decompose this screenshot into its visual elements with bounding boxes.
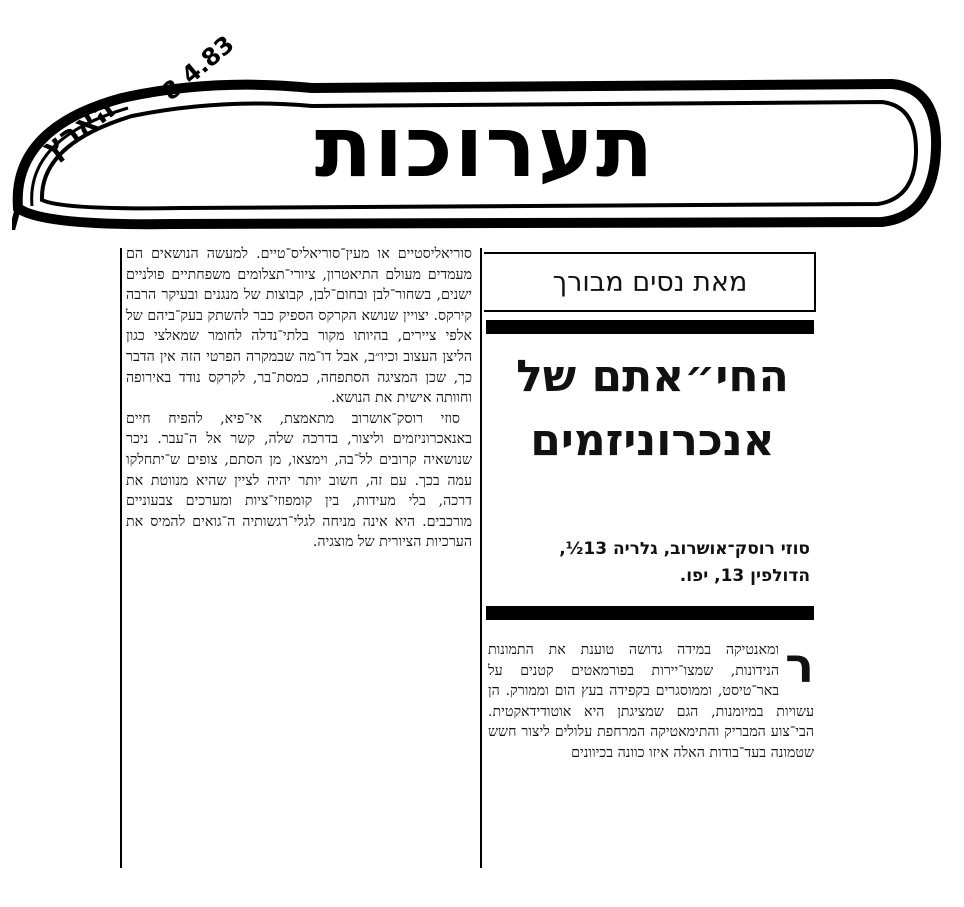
body-top-bar (486, 606, 814, 620)
date-stamp: 8.4.83 (156, 30, 240, 107)
exhibition-address: הדולפין 13, יפו. (679, 566, 810, 586)
section-title: תערוכות (314, 98, 656, 196)
newspaper-name: הארץ (36, 91, 122, 167)
byline-rule (484, 252, 816, 254)
byline-rule-bottom (484, 310, 816, 312)
exhibition-artist-gallery: סוזי רוסק־אושרוב, גלריה 13½, (559, 539, 810, 559)
paragraph: סוזי רוסק־אושרוב מתאמצת, אי־פיא, להפיח חיים באנאכרוניזמים וליצור, בדרכה שלה, קשר אל ה־עבר. ניכר שנושאיה קרובים לל־בה, וימצאו, מן הסתם, צופים ש־יתחלקו עמה בכך. עם זה, חשוב יותר יהיה לציין שהיא מנווטת את דרכה, בלי מעידות, בין קומפוזי־ציות ומערכים צבעוניים מורכבים. היא אינה מניחה לגלי־רגשותיה ה־גואים להמיס את הערכיות הציורית של מוצגיה. (126, 410, 472, 551)
paragraph: ומאנטיקה במידה גדושה טוענת את התמונות הנידונות, שמצו־יירות בפורמאטים קטנים על באר־טיסט, וממוסגרים בקפידה בעץ הום וממורק. הן עשויות במיומנות, הגם שמציגתן היא אוטודידאקטית. הבי־צוע המבריק והתימאטיקה המרחפת עלולים ליצור חשש שטמונה בעד־בודות האלה איזו כוונה בכיוונים (488, 642, 814, 761)
headline-line: החי״אתם של (516, 351, 789, 402)
article-body-right-column (488, 640, 814, 868)
headline-top-bar (486, 320, 814, 334)
headline (495, 345, 810, 495)
byline-rule-right (814, 252, 816, 312)
byline: מאת נסים מבורך (552, 267, 748, 298)
exhibition-details (492, 536, 810, 596)
paragraph: סוריאליסטיים או מעין־סוריאליס־טיים. למעשה הנושאים הם מעמדים מעולם התיאטרון, ציורי־תצלומים משפחתיים פולניים ישנים, בשחור־לבן ובחום־לבן, קבוצות של מנגנים ובעיקר הרבה קירקס. יצויין שנושא הקרקס הספיק כבר להשתק בעק־ביהם של אלפי ציירים, בהיותו מקור בלתי־נדלה לחומר שמאלצי כגון הליצן העצוב וכיו״ב, אבל דו־מה שבמקרה הפרטי הזה אין הדבר כך, שכן המציגה הסתפחה, כמסת־בר, לקרקס נודד באירופה וחוותה אישית את הנושא. (126, 246, 472, 407)
left-column-rule (120, 248, 122, 868)
center-column-rule (480, 248, 482, 868)
article-body-left-column (126, 244, 472, 874)
headline-line: אנכרוניזמים (530, 415, 775, 466)
drop-cap: ר (785, 640, 814, 694)
